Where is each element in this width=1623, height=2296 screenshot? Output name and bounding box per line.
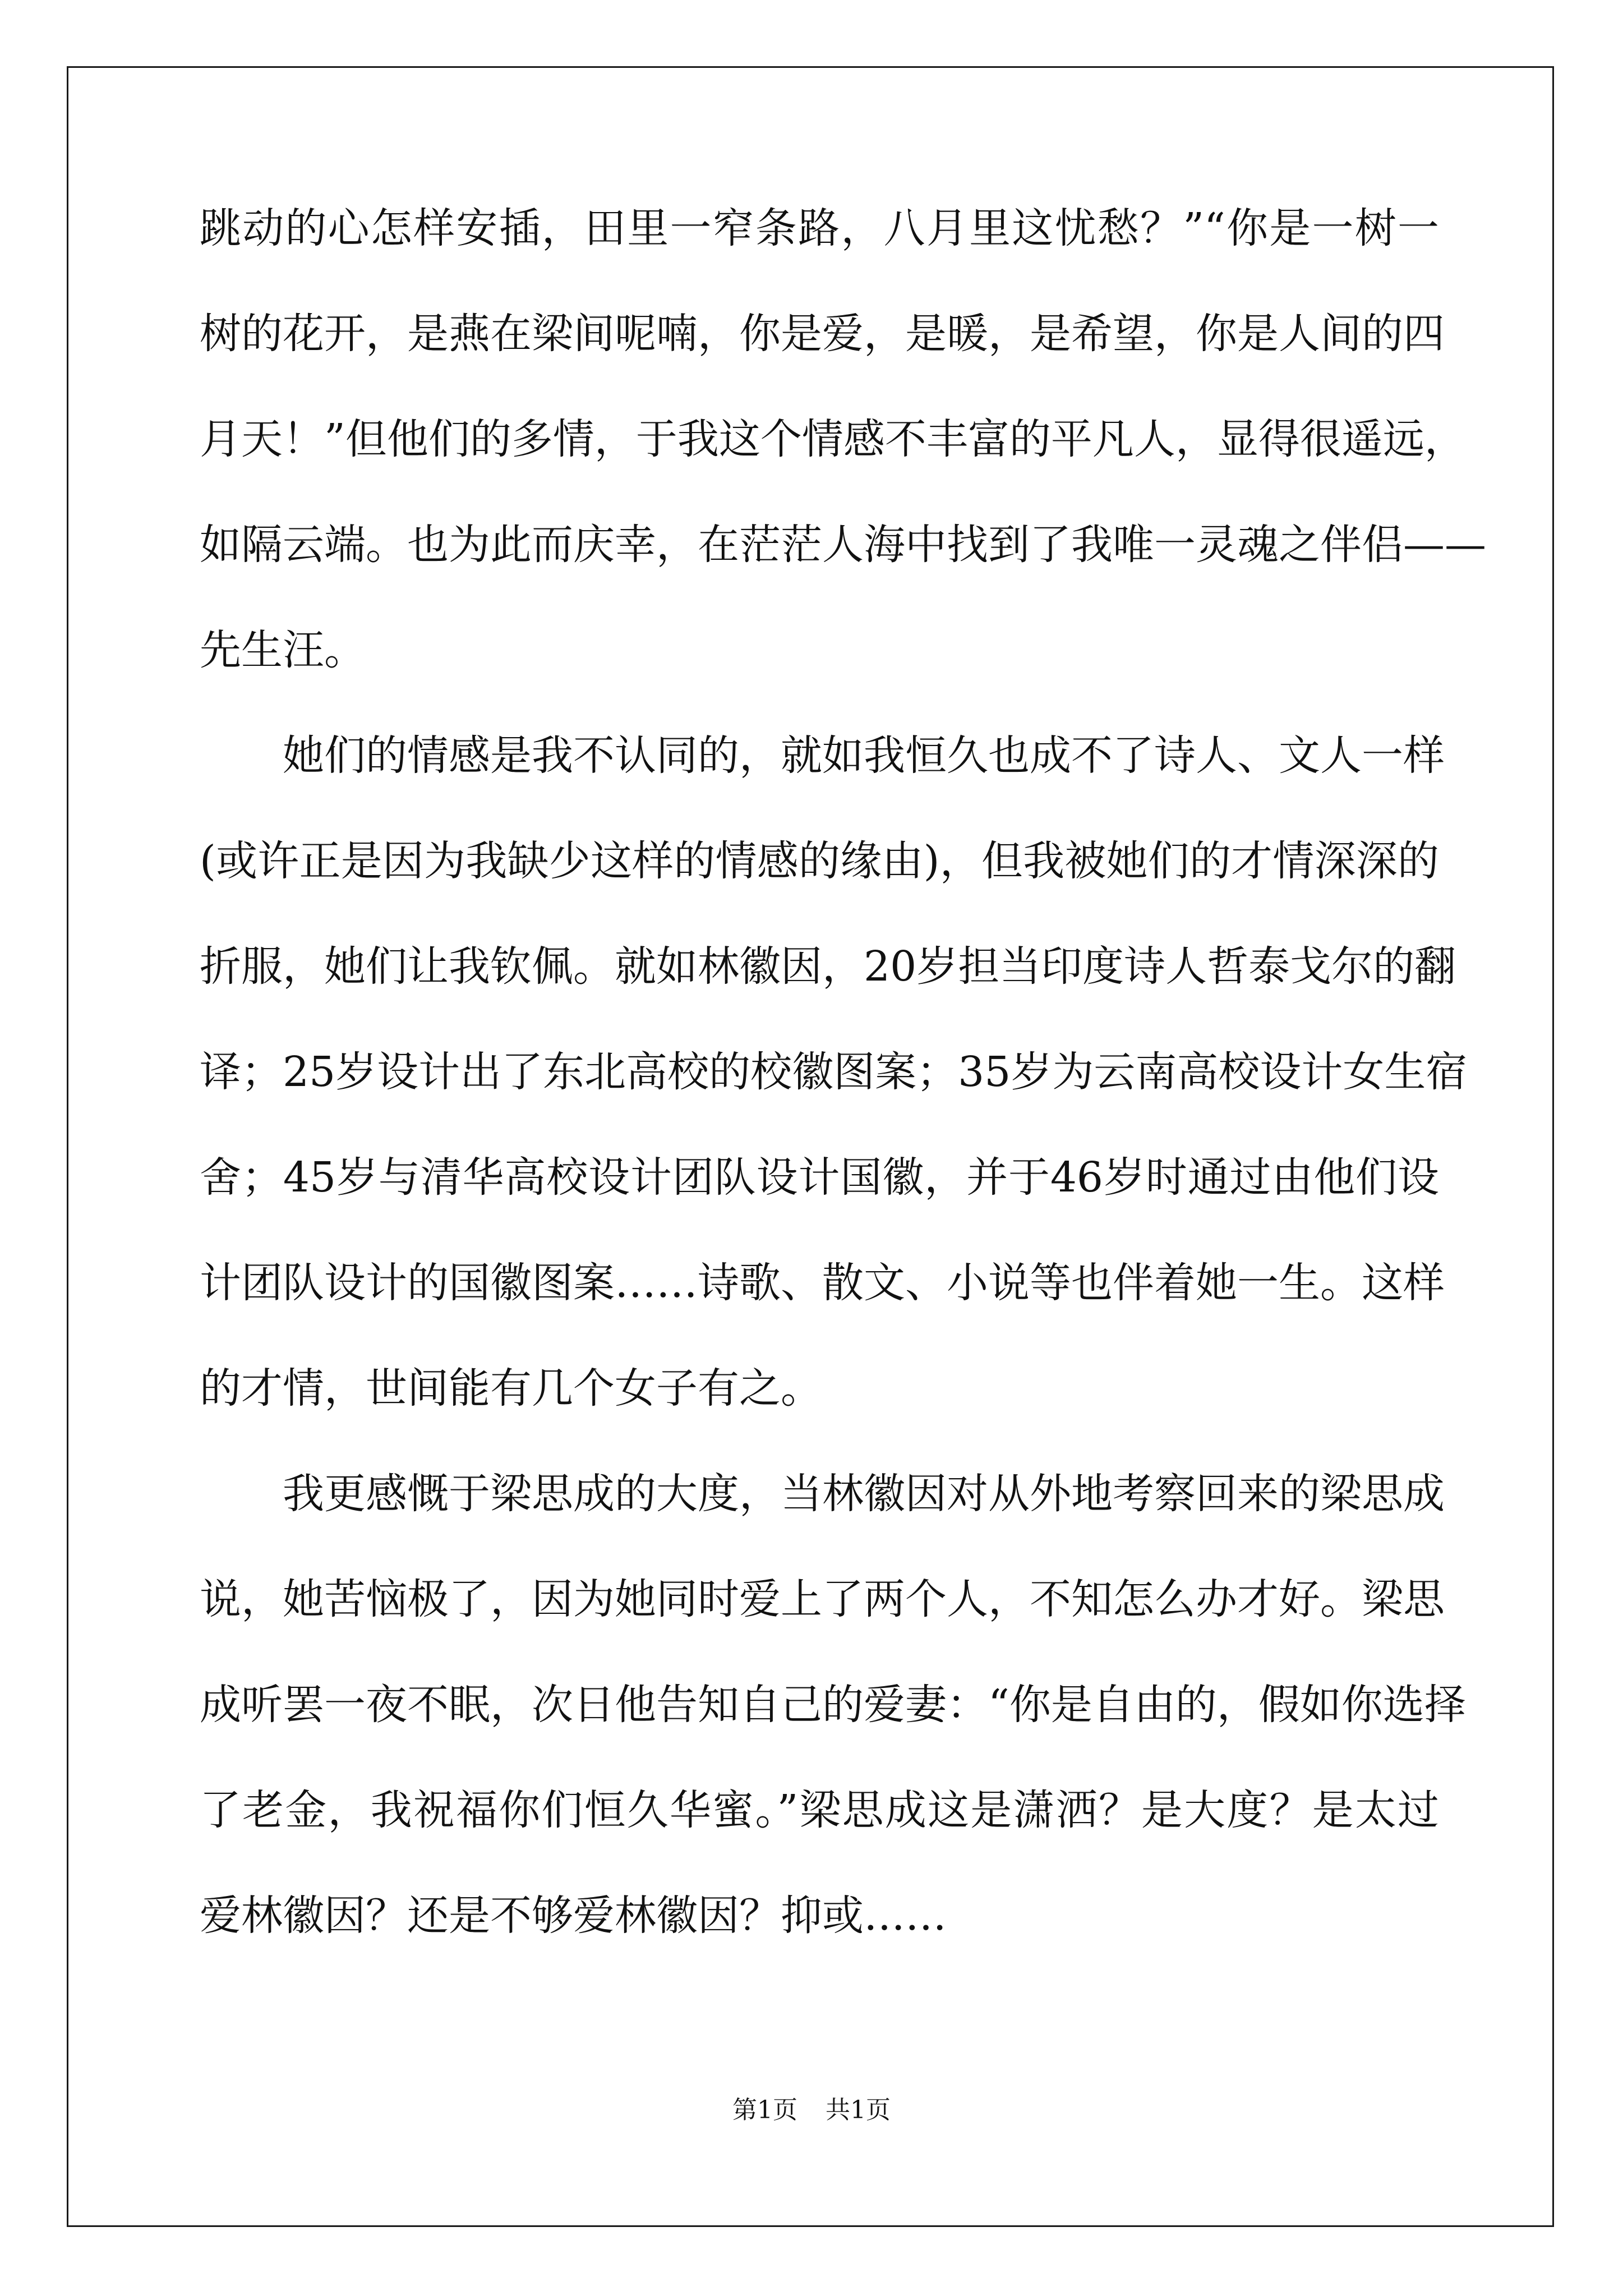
text-line: 计团队设计的国徽图案……诗歌、散文、小说等也伴着她一生。这样 xyxy=(200,1259,1445,1307)
text-line: 跳动的心怎样安插，田里一窄条路，八月里这忧愁？”“你是一树一 xyxy=(200,204,1439,252)
paragraph-first-line: 她们的情感是我不认同的，就如我恒久也成不了诗人、文人一样 xyxy=(283,731,1445,780)
page-number: 第1页 xyxy=(732,2096,797,2124)
text-line: 的才情，世间能有几个女子有之。 xyxy=(200,1364,822,1412)
text-line: (或许正是因为我缺少这样的情感的缘由)，但我被她们的才情深深的 xyxy=(200,837,1439,885)
text-line: 成听罢一夜不眠，次日他告知自己的爱妻：“你是自由的，假如你选择 xyxy=(200,1681,1466,1729)
page-total: 共1页 xyxy=(826,2096,891,2124)
page-footer xyxy=(0,2098,1623,2123)
text-line: 了老金，我祝福你们恒久华蜜。”梁思成这是潇洒？是大度？是太过 xyxy=(200,1786,1439,1834)
text-line: 如隔云端。也为此而庆幸，在茫茫人海中找到了我唯一灵魂之伴侣—— xyxy=(200,521,1486,569)
text-line: 折服，她们让我钦佩。就如林徽因，20岁担当印度诗人哲泰戈尔的翻 xyxy=(200,942,1456,991)
text-line: 爱林徽因？还是不够爱林徽因？抑或…… xyxy=(200,1892,947,1940)
text-line: 舍；45岁与清华高校设计团队设计国徽，并于46岁时通过由他们设 xyxy=(200,1153,1439,1202)
text-line: 说，她苦恼极了，因为她同时爱上了两个人，不知怎么办才好。梁思 xyxy=(200,1575,1445,1623)
text-line: 树的花开，是燕在梁间呢喃，你是爱，是暖，是希望，你是人间的四 xyxy=(200,310,1445,358)
text-line: 先生汪。 xyxy=(200,626,366,674)
text-line: 月天！”但他们的多情，于我这个情感不丰富的平凡人，显得很遥远， xyxy=(200,415,1466,463)
paragraph-first-line: 我更感慨于梁思成的大度，当林徽因对从外地考察回来的梁思成 xyxy=(283,1470,1445,1518)
text-line: 译；25岁设计出了东北高校的校徽图案；35岁为云南高校设计女生宿 xyxy=(200,1048,1468,1096)
